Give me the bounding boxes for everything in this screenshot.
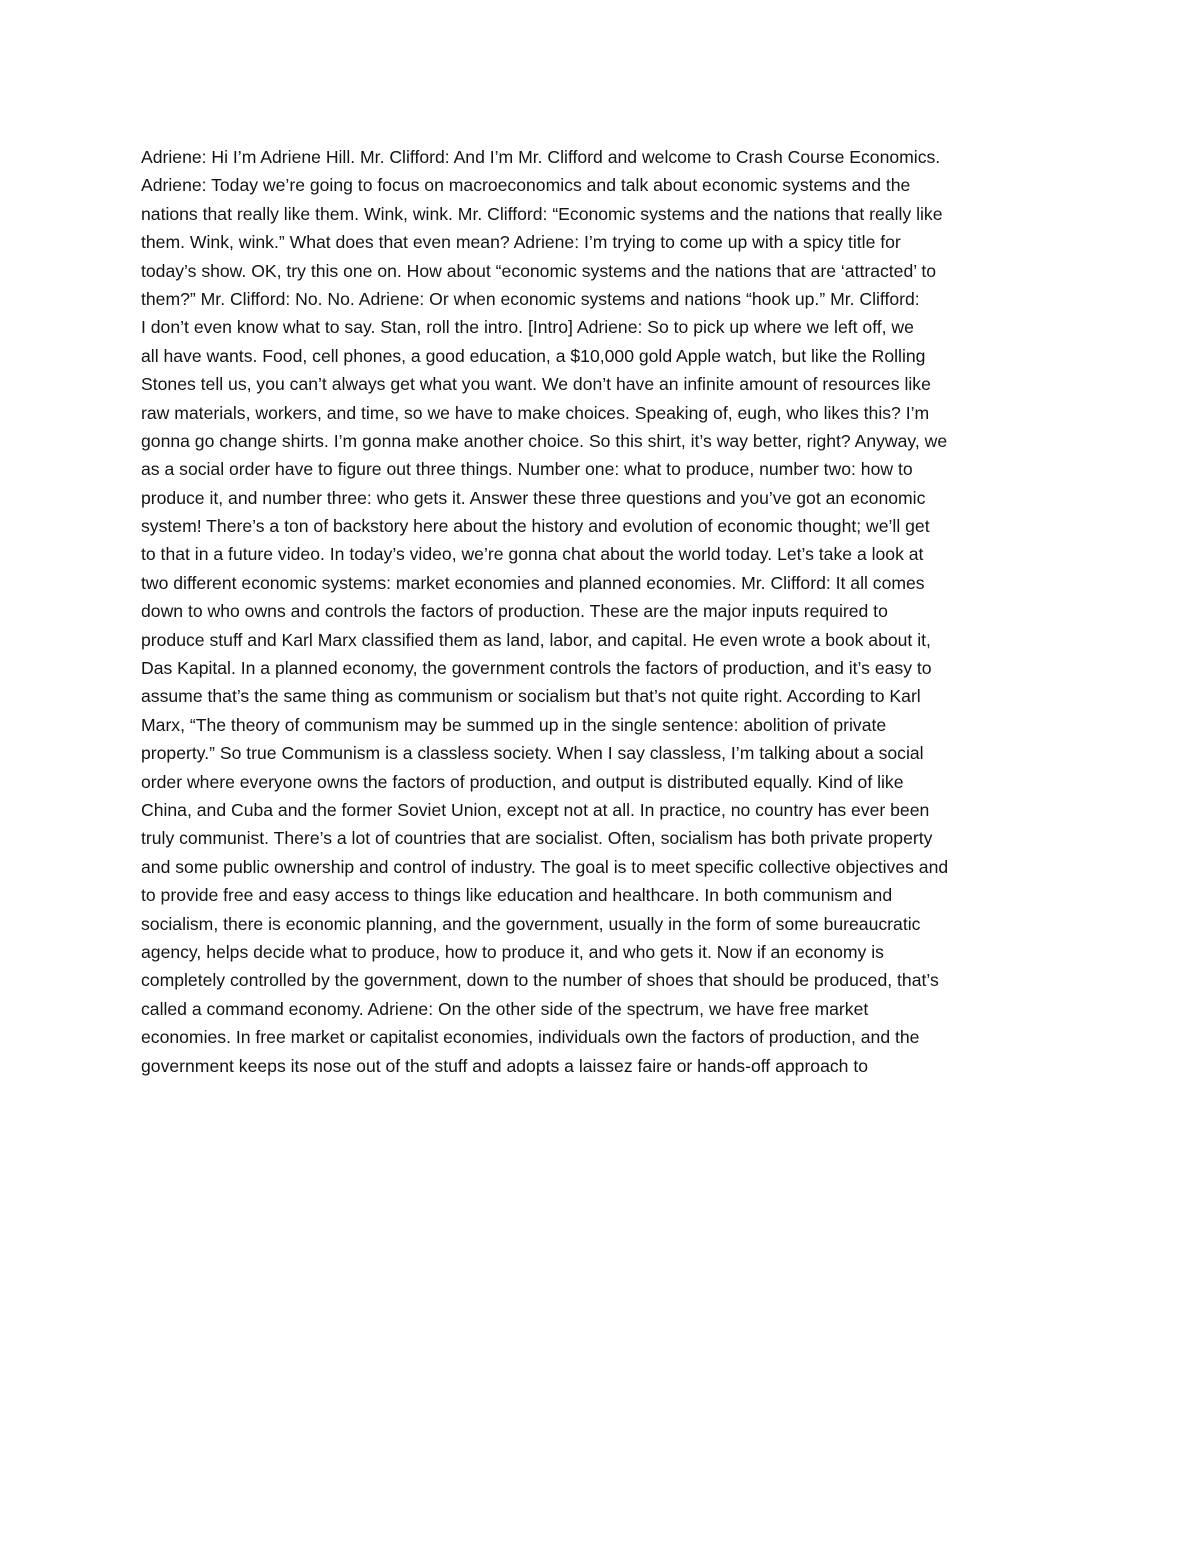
- transcript-line: gonna go change shirts. I’m gonna make another choice. So this shirt, it’s way better, right? Anyway, we: [141, 430, 948, 451]
- transcript-line: property.” So true Communism is a classless society. When I say classless, I’m talking about a social: [141, 743, 924, 764]
- transcript-line: truly communist. There’s a lot of countries that are socialist. Often, socialism has both private property: [141, 828, 933, 849]
- transcript-line: them?” Mr. Clifford: No. No. Adriene: Or when economic systems and nations “hook up.” Mr. Clifford:: [141, 288, 920, 309]
- transcript-line: Stones tell us, you can’t always get what you want. We don’t have an infinite amount of resources like: [141, 374, 931, 395]
- transcript-line: nations that really like them. Wink, wink. Mr. Clifford: “Economic systems and the nations that really like: [141, 203, 943, 224]
- transcript-line: Adriene: Hi I’m Adriene Hill. Mr. Clifford: And I’m Mr. Clifford and welcome to Crash Course Economics.: [141, 147, 941, 167]
- transcript-line: completely controlled by the government, down to the number of shoes that should be produced, that’s: [141, 970, 939, 991]
- transcript-line: to provide free and easy access to things like education and healthcare. In both communism and: [141, 885, 893, 906]
- transcript-line: assume that’s the same thing as communism or socialism but that’s not quite right. According to Karl: [141, 686, 921, 707]
- transcript-line: economies. In free market or capitalist economies, individuals own the factors of production, and the: [141, 1027, 920, 1048]
- transcript-line: raw materials, workers, and time, so we have to make choices. Speaking of, eugh, who likes this? I’m: [141, 402, 930, 423]
- transcript-line: socialism, there is economic planning, and the government, usually in the form of some bureaucratic: [141, 913, 921, 934]
- transcript-line: order where everyone owns the factors of production, and output is distributed equally. Kind of like: [141, 771, 904, 792]
- transcript-line: called a command economy. Adriene: On the other side of the spectrum, we have free market: [141, 998, 869, 1019]
- transcript-line: all have wants. Food, cell phones, a good education, a $10,000 gold Apple watch, but like the Rolling: [141, 345, 926, 366]
- transcript-line: two different economic systems: market economies and planned economies. Mr. Clifford: It all comes: [141, 572, 925, 593]
- transcript-line: down to who owns and controls the factors of production. These are the major inputs required to: [141, 601, 888, 622]
- transcript-line: government keeps its nose out of the stuff and adopts a laissez faire or hands-off approach to: [141, 1055, 869, 1076]
- transcript-line: Marx, “The theory of communism may be summed up in the single sentence: abolition of private: [141, 714, 887, 735]
- transcript-line: today’s show. OK, try this one on. How about “economic systems and the nations that are ‘attracted’ to: [141, 260, 937, 281]
- transcript-line: I don’t even know what to say. Stan, roll the intro. [Intro] Adriene: So to pick up where we left off, we: [141, 317, 914, 338]
- transcript-line: them. Wink, wink.” What does that even mean? Adriene: I’m trying to come up with a spicy title for: [141, 232, 901, 253]
- transcript-line: and some public ownership and control of industry. The goal is to meet specific collective objectives and: [141, 856, 949, 877]
- transcript-line: Das Kapital. In a planned economy, the government controls the factors of production, and it’s easy to: [141, 658, 932, 679]
- transcript-line: as a social order have to figure out three things. Number one: what to produce, number two: how to: [141, 459, 913, 480]
- transcript-line: agency, helps decide what to produce, how to produce it, and who gets it. Now if an economy is: [141, 941, 884, 962]
- transcript-line: system! There’s a ton of backstory here about the history and evolution of economic thought; we’ll get: [141, 516, 930, 537]
- transcript-line: Adriene: Today we’re going to focus on macroeconomics and talk about economic systems and the: [141, 175, 911, 196]
- transcript-text: [141, 143, 1071, 1080]
- transcript-line: China, and Cuba and the former Soviet Union, except not at all. In practice, no country has ever been: [141, 799, 930, 820]
- transcript-line: to that in a future video. In today’s video, we’re gonna chat about the world today. Let’s take a look at: [141, 544, 924, 565]
- transcript-line: produce stuff and Karl Marx classified them as land, labor, and capital. He even wrote a book about it,: [141, 629, 931, 650]
- transcript-line: produce it, and number three: who gets it. Answer these three questions and you’ve got an economic: [141, 487, 926, 508]
